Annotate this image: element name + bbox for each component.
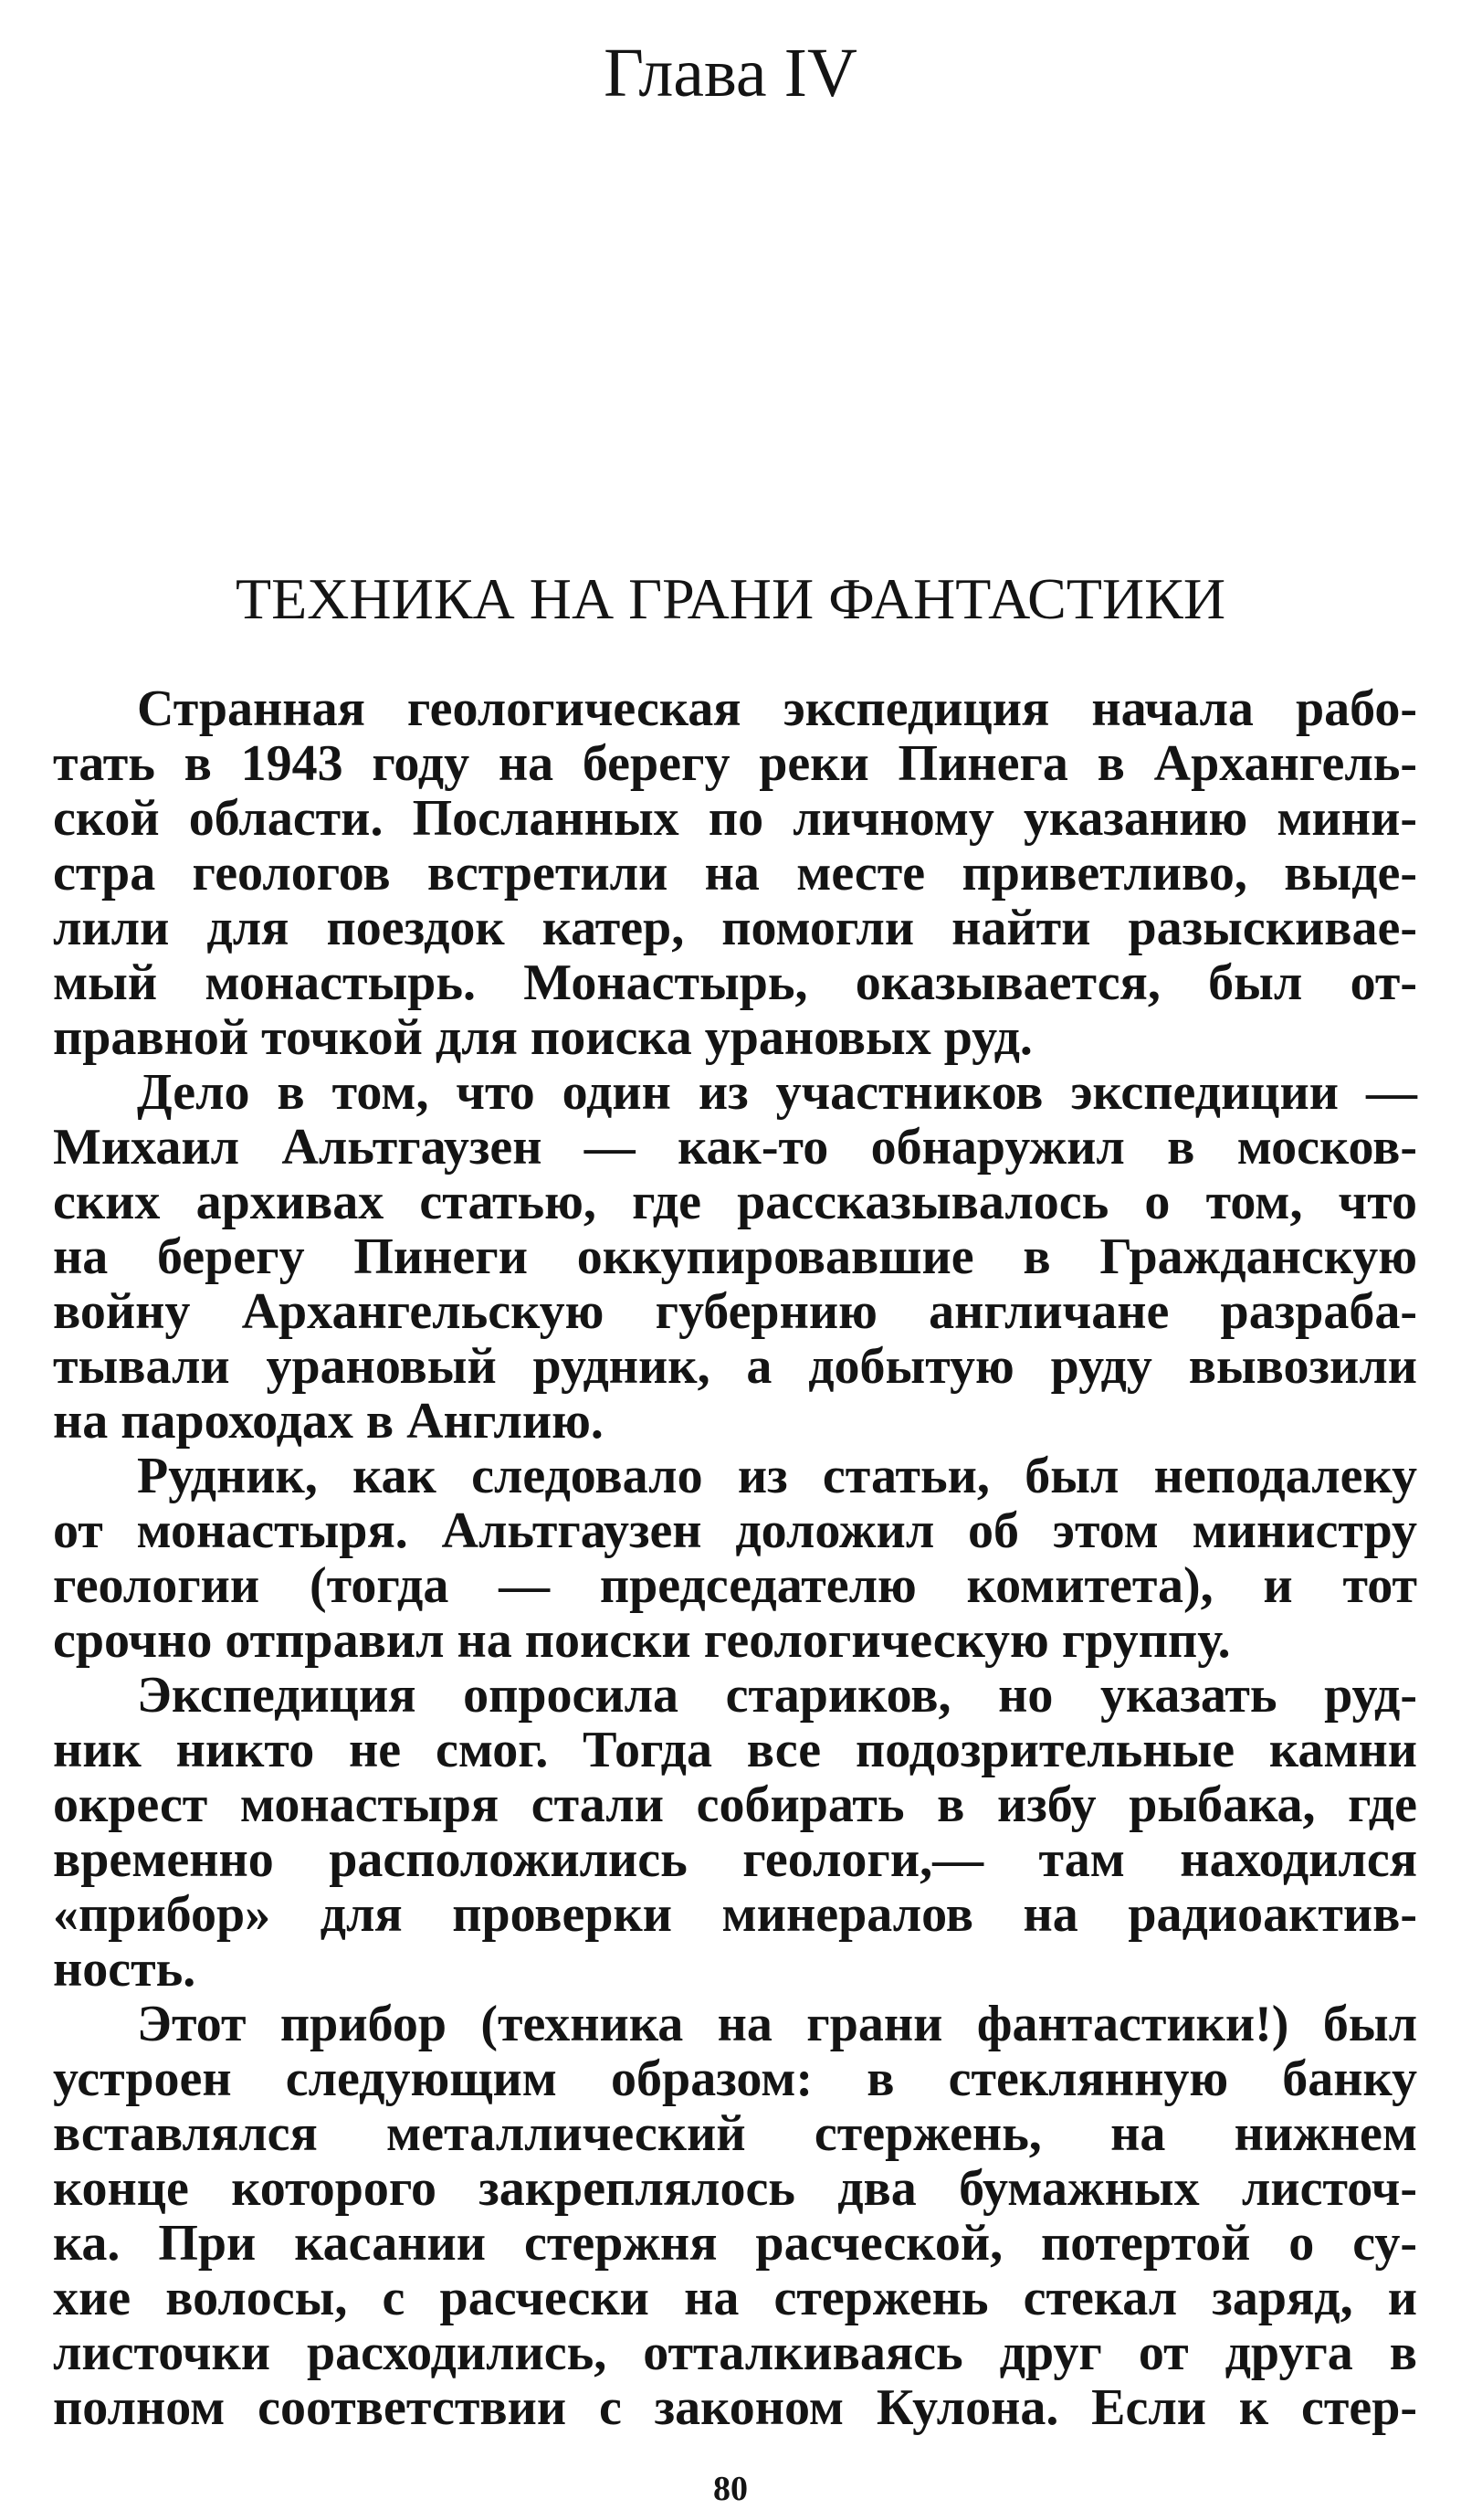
- text-line: геологии (тогда — председателю комитета), и тот: [53, 1557, 1417, 1614]
- text-line: конце которого закреплялось два бумажных листоч-: [53, 2160, 1417, 2217]
- text-line: от монастыря. Альтгаузен доложил об этом министру: [53, 1503, 1417, 1559]
- text-line: хие волосы, с расчески на стержень стекал заряд, и: [53, 2270, 1417, 2326]
- section-title: ТЕХНИКА НА ГРАНИ ФАНТАСТИКИ: [235, 566, 1226, 631]
- text-line: окрест монастыря стали собирать в избу рыбака, где: [53, 1777, 1417, 1833]
- text-line: полном соответствии с законом Кулона. Если к стер-: [53, 2379, 1417, 2436]
- text-line: Михаил Альтгаузен — как-то обнаружил в москов-: [53, 1119, 1417, 1176]
- text-line: Странная геологическая экспедиция начала рабо-: [137, 680, 1417, 737]
- text-line: временно расположились геологи,— там находился: [53, 1831, 1417, 1888]
- text-line: ка. При касании стержня расческой, потертой о су-: [53, 2215, 1417, 2272]
- page-number: 80: [713, 2470, 748, 2508]
- paragraph-5: [53, 1997, 1417, 2435]
- text-line: войну Архангельскую губернию англичане разраба-: [53, 1283, 1417, 1340]
- text-line: срочно отправил на поиски геологическую группу.: [53, 1612, 1231, 1669]
- paragraph-1: [53, 681, 1417, 1065]
- text-line: устроен следующим образом: в стеклянную банку: [53, 2051, 1417, 2107]
- text-line: ской области. Посланных по личному указанию мини-: [53, 790, 1417, 847]
- text-line: лили для поездок катер, помогли найти разыскивае-: [53, 900, 1417, 956]
- text-line: мый монастырь. Монастырь, оказывается, был от-: [53, 954, 1417, 1011]
- text-line: на пароходах в Англию.: [53, 1393, 604, 1450]
- text-line: Этот прибор (техника на грани фантастики!) был: [137, 1996, 1417, 2052]
- text-line: стра геологов встретили на месте приветливо, выде-: [53, 845, 1417, 902]
- text-line: вставлялся металлический стержень, на нижнем: [53, 2105, 1417, 2162]
- text-line: ник никто не смог. Тогда все подозрительные камни: [53, 1722, 1417, 1778]
- text-line: ских архивах статью, где рассказывалось о том, что: [53, 1174, 1417, 1230]
- text-line: Экспедиция опросила стариков, но указать руд-: [137, 1667, 1417, 1724]
- text-line: тать в 1943 году на берегу реки Пинега в Архангель-: [53, 735, 1417, 792]
- text-line: листочки расходились, отталкиваясь друг от друга в: [53, 2325, 1417, 2381]
- text-line: ность.: [53, 1941, 196, 1998]
- text-line: Рудник, как следовало из статьи, был неподалеку: [137, 1448, 1417, 1504]
- text-line: на берегу Пинеги оккупировавшие в Гражданскую: [53, 1228, 1417, 1285]
- paragraph-4: [53, 1668, 1417, 1997]
- paragraph-2: [53, 1065, 1417, 1449]
- text-line: правной точкой для поиска урановых руд.: [53, 1009, 1033, 1066]
- text-line: тывали урановый рудник, а добытую руду вывозили: [53, 1338, 1417, 1395]
- text-line: Дело в том, что один из участников экспедиции —: [137, 1064, 1417, 1121]
- text-line: «прибор» для проверки минералов на радиоактив-: [53, 1886, 1417, 1943]
- chapter-title: Глава IV: [604, 35, 857, 111]
- paragraph-3: [53, 1449, 1417, 1668]
- body-text: [53, 681, 1417, 2435]
